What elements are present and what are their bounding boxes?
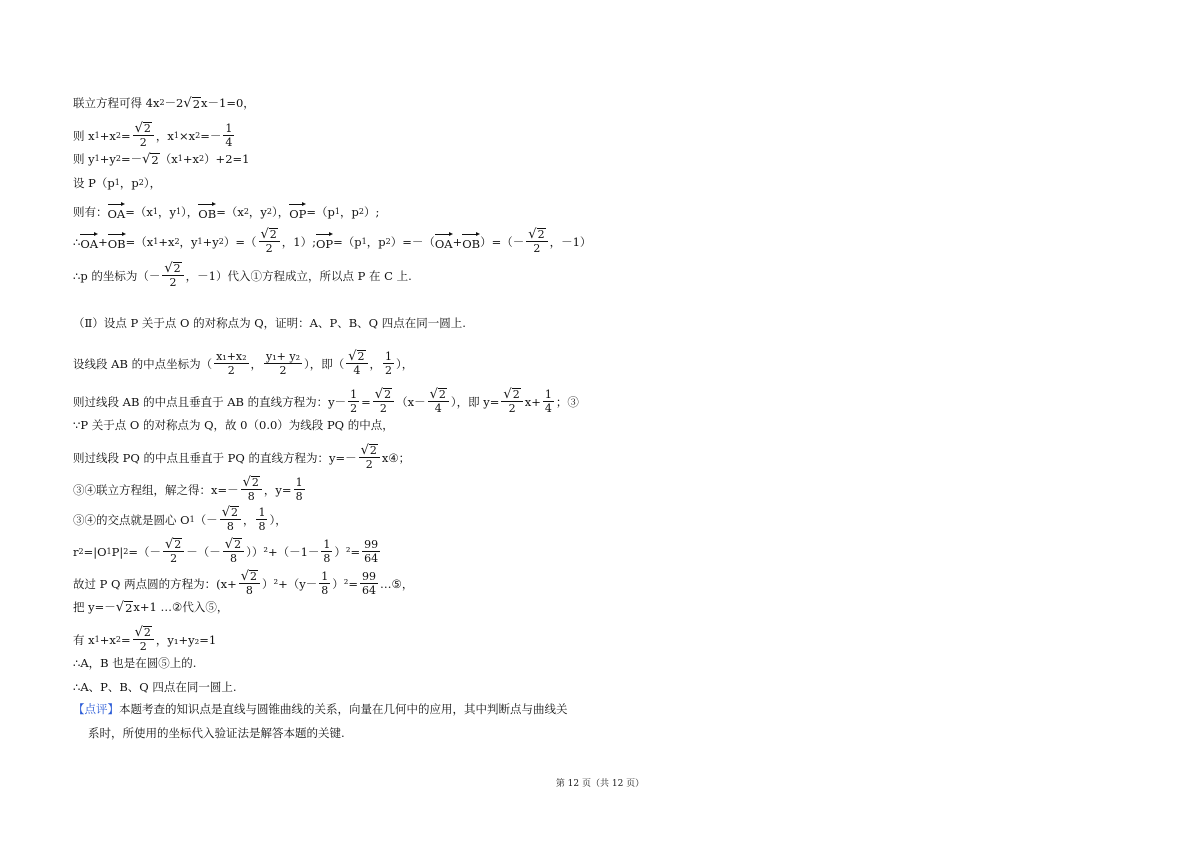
fraction: √ 2 2 <box>501 388 522 415</box>
vector: OB <box>108 232 126 251</box>
fraction: √ 2 2 <box>133 122 154 149</box>
fraction: √ 2 8 <box>220 506 241 533</box>
fraction: √ 2 4 <box>428 388 449 415</box>
fraction: $\frac{1}{8}$ <box>295 476 303 503</box>
comment-tag: 【点评】 <box>73 702 119 716</box>
text-line: ∴p 的坐标为（－ √ 2 2 ，－1）代入①方程成立，所以点 P 在 C 上. <box>73 261 412 289</box>
page-footer: 第 12 页（共 12 页） <box>555 779 645 789</box>
fraction: √ 2 2 <box>162 262 183 289</box>
fraction: √ 2 2 <box>133 626 154 653</box>
sqrt: √ 2 <box>115 599 133 615</box>
fraction: √ 2 8 <box>241 476 262 503</box>
sqrt: √ 2 <box>183 95 201 111</box>
text-line: 则有： OA =（x 1 ，y 1 ）， OB =（x 2 ，y 2 ）， OP =（p 1 ，p 2 ）; <box>73 202 379 221</box>
vector: OP <box>316 232 333 251</box>
text-line: 设线段 AB 的中点坐标为（ $\frac{\text{x₁+x₂}}{2}$ ， $\frac{\text{y₁+ y₂}}{2}$ ），即（ √ 2 4 ， $\frac{1}{2}$ ）， <box>73 349 414 377</box>
text-line: 则 x 1 +x 2 = √ 2 2 ，x 1 ×x 2 =－ $\frac{1}{4}$ <box>73 121 233 149</box>
fraction: √ 2 4 <box>346 350 367 377</box>
text-line: 有 x 1 +x 2 = √ 2 2 ，y₁+y₂=1 <box>73 625 217 653</box>
text-line: r 2 =|O 1 P| 2 =（－ √ 2 2 －（－ √ 2 8 ））²+（－1－ $\frac{1}{8}$ ）²= $\frac{99}{64}$ <box>73 537 379 565</box>
text-line: 则过线段 PQ 的中点且垂直于 PQ 的直线方程为：y=－ √ 2 2 x④； <box>73 443 411 471</box>
fraction: $\frac{1}{2}$ <box>350 388 358 415</box>
fraction: $\frac{1}{4}$ <box>544 388 552 415</box>
text-line: ∴A、P、B、Q 四点在同一圆上. <box>73 680 237 694</box>
fraction: √ 2 2 <box>526 228 547 255</box>
vector: OA <box>108 202 126 221</box>
fraction: $\frac{1}{8}$ <box>323 538 331 565</box>
text-line: 把 y=－ √ 2 x+1 …②代入⑤， <box>73 599 229 615</box>
text-line: ∵P 关于点 O 的对称点为 Q，故 0（0.0）为线段 PQ 的中点， <box>73 418 394 432</box>
text-line: ③④的交点就是圆心 O 1 （－ √ 2 8 ， $\frac{1}{8}$ ）， <box>73 505 287 533</box>
text-line: ③④联立方程组，解之得：x=－ √ 2 8 ，y= $\frac{1}{8}$ <box>73 475 303 503</box>
fraction: $\frac{99}{64}$ <box>362 570 377 597</box>
fraction: $\frac{99}{64}$ <box>364 538 379 565</box>
fraction: √ 2 2 <box>259 228 280 255</box>
vector: OB <box>462 232 480 251</box>
text-line: 故过 P Q 两点圆的方程为：(x+ √ 2 8 ）²+（y－ $\frac{1}{8}$ ）²= $\frac{99}{64}$ …⑤， <box>73 569 414 597</box>
text-line: 则过线段 AB 的中点且垂直于 AB 的直线方程为：y－ $\frac{1}{2}$ = √ 2 2 （x－ √ 2 4 ），即 y= √ 2 2 x+ $\frac{1}{4}$ ；③ <box>73 387 579 415</box>
fraction: √ 2 8 <box>223 538 244 565</box>
fraction: $\frac{1}{2}$ <box>385 350 393 377</box>
fraction: $\frac{\text{x₁+x₂}}{2}$ <box>216 350 247 377</box>
vector: OB <box>198 202 216 221</box>
text-line: 联立方程可得 4x 2 －2 √ 2 x－1=0， <box>73 95 255 111</box>
comment-line: 【点评】 本题考查的知识点是直线与圆锥曲线的关系，向量在几何中的应用，其中判断点与曲线关 <box>73 702 568 716</box>
vector: OA <box>80 232 98 251</box>
fraction: $\frac{1}{8}$ <box>321 570 329 597</box>
fraction: √ 2 2 <box>163 538 184 565</box>
vector: OA <box>435 232 453 251</box>
fraction: √ 2 2 <box>359 444 380 471</box>
text-line: （Ⅱ）设点 P 关于点 O 的对称点为 Q，证明：A、P、B、Q 四点在同一圆上. <box>73 316 466 330</box>
vector: OP <box>289 202 306 221</box>
fraction: $\frac{\text{y₁+ y₂}}{2}$ <box>266 350 300 377</box>
fraction: $\frac{1}{8}$ <box>258 506 266 533</box>
text-line: 设 P（p 1 ，p 2 ）， <box>73 176 162 190</box>
fraction: $\frac{1}{4}$ <box>225 122 233 149</box>
fraction: √ 2 2 <box>373 388 394 415</box>
text-line: ∴ OA + OB =（x 1 +x 2 ，y 1 +y 2 ）=（ √ 2 2 ，1）; OP =（p 1 ，p 2 ）=－（ OA + OB ）=（－ √ 2 2 ，－1） <box>73 227 592 255</box>
fraction: √ 2 8 <box>239 570 260 597</box>
text-line: 则 y 1 +y 2 =－ √ 2 （x 1 +x 2 ）+2=1 <box>73 151 250 167</box>
comment-line: 系时，所使用的坐标代入验证法是解答本题的关键. <box>88 726 345 740</box>
text-line: ∴A，B 也是在圆⑤上的. <box>73 656 197 670</box>
sqrt: √ 2 <box>142 151 159 167</box>
